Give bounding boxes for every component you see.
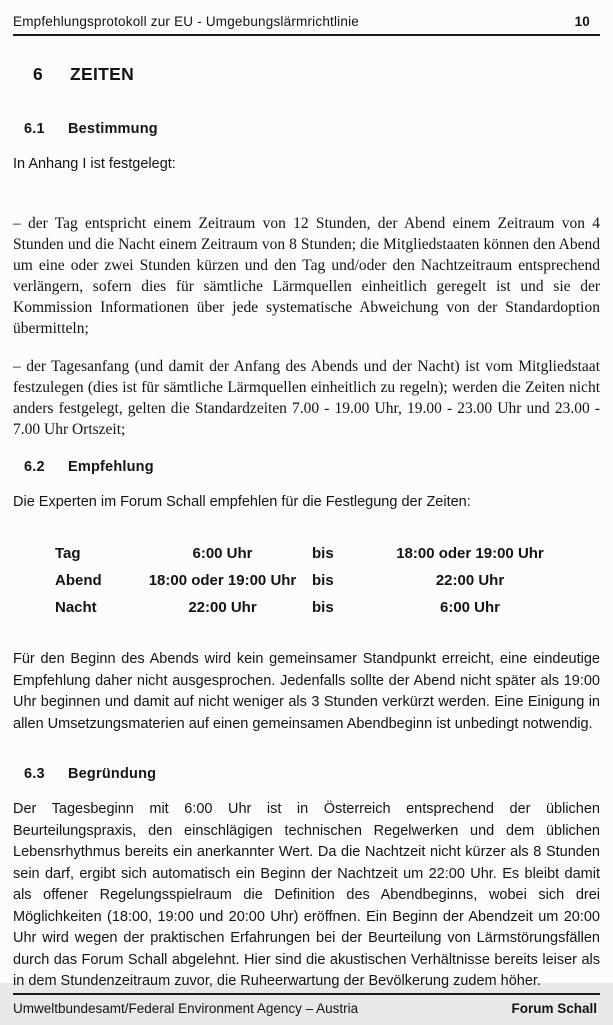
- section-6-3-paragraph: Der Tagesbeginn mit 6:00 Uhr ist in Österreich entsprechend der üblichen Beurteilungspraxis, den einschlägigen technischen Regelwerken und dem üblichen Lebensrhythmus bereits ein anerkannter Wert. Da die Nachtzeit nicht kürzer als 8 Stunden sein darf, ergibt sich automatisch ein Beginn der Nachtzeit um 22:00 Uhr. Es bleibt damit als offener Regelungsspielraum die Definition des Abendbeginns, wobei sich drei Möglichkeiten (18:00, 19:00 und 20:00 Uhr) eröffnen. Ein Beginn der Abendzeit um 20:00 Uhr wird wegen der praktischen Erfahrungen bei der Beurteilung von Lärmstörungsfällen durch das Forum Schall abgelehnt. Hier sind die akustischen Verhältnisse bereits leiser als in dem Stundenzeitraum zuvor, die Ruheerwartung der Bevölkerung zudem höher.: [13, 801, 600, 989]
- time-table: [0, 540, 613, 621]
- section-6-1-title: Bestimmung: [68, 121, 158, 137]
- time-label: Abend: [55, 572, 102, 589]
- header-title: Empfehlungsprotokoll zur EU - Umgebungslärmrichtlinie: [13, 14, 359, 29]
- section-6-2-paragraph: Für den Beginn des Abends wird kein gemeinsamer Standpunkt erreicht, eine eindeutige Empfehlung daher nicht ausgesprochen. Jedenfalls sollte der Abend nicht später als 19:00 Uhr beginnen und damit auf nicht weniger als 3 Stunden verkürzt werden. Eine Einigung in allen Umsetzungsmaterien auf einen gemeinsamen Abendbeginn ist unbedingt notwendig.: [13, 651, 600, 732]
- section-6-3-number: 6.3: [24, 766, 45, 782]
- time-to: 6:00 Uhr: [439, 599, 501, 616]
- time-bis: bis: [312, 572, 334, 589]
- section-6-title: ZEITEN: [70, 64, 135, 84]
- header-rule: [13, 34, 600, 36]
- section-6-1-heading: [24, 121, 613, 137]
- time-to: 18:00 oder 19:00 Uhr: [396, 545, 544, 562]
- quote-paragraph-2: – der Tagesanfang (und damit der Anfang des Abends und der Nacht) ist vom Mitgliedstaat festzulegen (dies ist für sämtliche Lärmquellen einheitlich zu regeln); werden die Zeiten nicht anders festgelegt, gelten die Standardzeiten 7.00 - 19.00 Uhr, 19.00 - 23.00 Uhr und 23.00 - 7.00 Uhr Ortszeit;: [13, 357, 600, 438]
- time-to: 22:00 Uhr: [435, 572, 505, 589]
- time-from: 18:00 oder 19:00 Uhr: [148, 572, 297, 589]
- section-6-2-intro: Die Experten im Forum Schall empfehlen für die Festlegung der Zeiten:: [13, 493, 471, 510]
- header-page-number: 10: [574, 14, 590, 29]
- section-6-heading: [33, 64, 613, 85]
- section-6-2-title: Empfehlung: [68, 458, 154, 475]
- table-row-nacht: [55, 594, 613, 621]
- table-row-abend: [55, 567, 613, 594]
- section-6-1-number: 6.1: [24, 121, 45, 137]
- footer-agency: Umweltbundesamt/Federal Environment Agency – Austria: [13, 1000, 359, 1016]
- footer-rule: [13, 993, 600, 995]
- time-bis: bis: [312, 545, 334, 562]
- section-6-3-title: Begründung: [68, 766, 157, 782]
- page-header: [0, 0, 613, 29]
- time-from: 6:00 Uhr: [192, 545, 253, 562]
- section-6-2-heading: [24, 459, 613, 475]
- section-6-1-intro: In Anhang I ist festgelegt:: [13, 156, 176, 172]
- time-label: Tag: [55, 545, 81, 562]
- page-footer: [0, 993, 613, 1025]
- footer-forum-schall: Forum Schall: [511, 1000, 597, 1016]
- time-label: Nacht: [55, 599, 97, 616]
- time-bis: bis: [312, 599, 334, 616]
- section-6-3-heading: [24, 766, 613, 782]
- table-row-tag: [55, 540, 613, 567]
- quote-paragraph-1: – der Tag entspricht einem Zeitraum von 12 Stunden, der Abend einem Zeitraum von 4 Stunden und die Nacht einem Zeitraum von 8 Stunden; die Mitgliedstaaten können den Abend um eine oder zwei Stunden kürzen und den Tag und/oder den Nachtzeitraum entsprechend verlängern, sofern dies für sämtliche Lärmquellen einheitlich geregelt ist und sie der Kommission Informationen über jede systematische Abweichung von der Standardoption übermitteln;: [13, 214, 600, 337]
- time-from: 22:00 Uhr: [188, 599, 257, 616]
- footer-row: [0, 1001, 613, 1016]
- section-6-number: 6: [33, 64, 44, 84]
- section-6-2-number: 6.2: [24, 458, 45, 475]
